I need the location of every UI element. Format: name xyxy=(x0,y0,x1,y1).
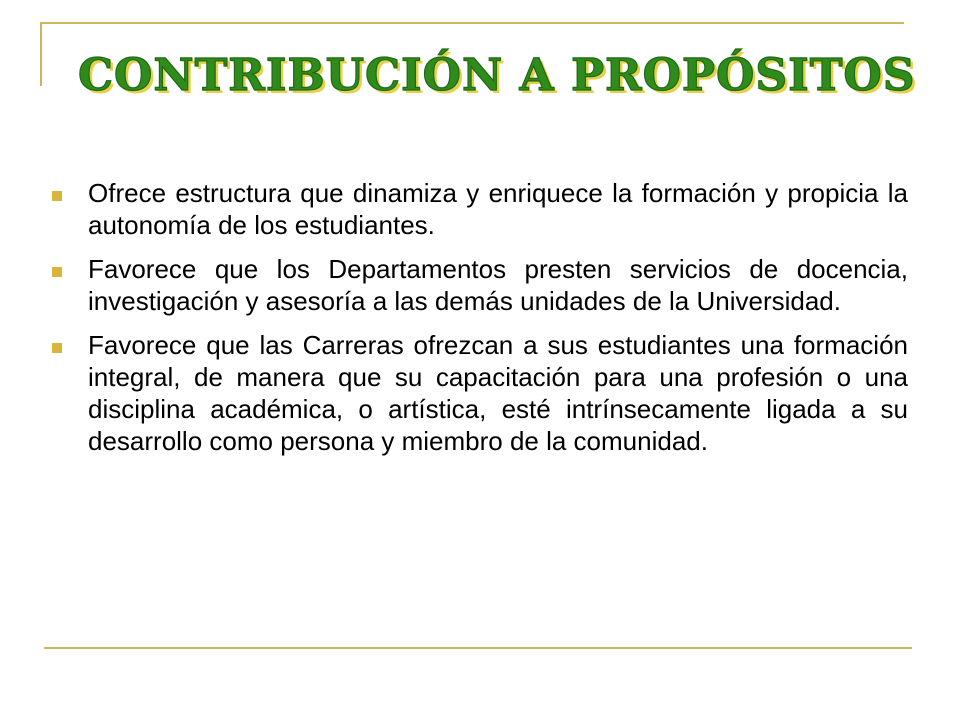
bullet-text: Favorece que los Departamentos presten servicios de docencia, investigación y asesoría a las demás unidades de la Universidad. xyxy=(88,254,908,316)
left-rule xyxy=(40,22,42,86)
bullet-item xyxy=(48,253,908,317)
bullet-list xyxy=(48,177,908,469)
square-bullet-icon xyxy=(52,267,62,277)
bullet-text: Ofrece estructura que dinamiza y enriquece la formación y propicia la autonomía de los estudiantes. xyxy=(88,178,908,240)
top-rule xyxy=(40,22,904,24)
bottom-rule xyxy=(44,647,912,649)
bullet-text: Favorece que las Carreras ofrezcan a sus estudiantes una formación integral, de manera que su capacitación para una profesión o una disciplina académica, o artística, esté intrínsecamente ligada a su desarrollo como persona y miembro de la comunidad. xyxy=(88,330,908,456)
square-bullet-icon xyxy=(52,343,62,353)
bullet-item xyxy=(48,177,908,241)
slide-title: CONTRIBUCIÓN A PROPÓSITOS xyxy=(78,50,916,101)
bullet-item xyxy=(48,329,908,457)
square-bullet-icon xyxy=(52,191,62,201)
